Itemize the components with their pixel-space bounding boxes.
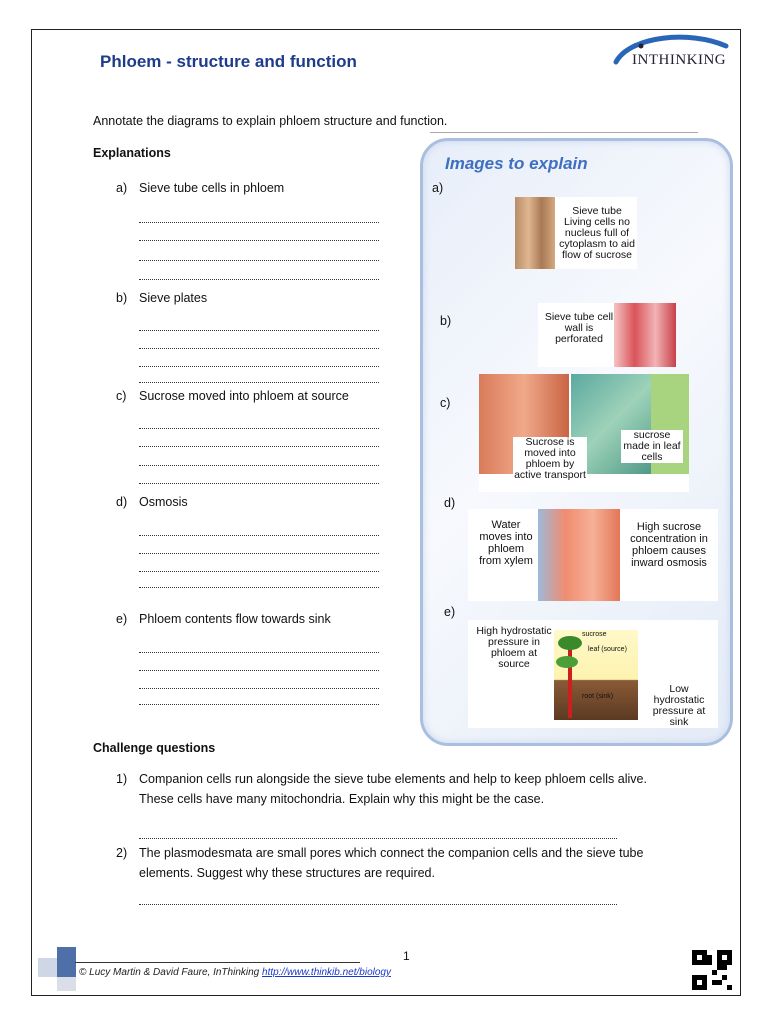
answer-line[interactable] [139,279,379,280]
answer-line[interactable] [139,670,379,671]
cell-illustration [515,197,555,269]
image-label-a: a) [432,181,444,195]
osmosis-image [468,509,718,601]
logo-text: INTHINKING [632,52,727,68]
image-label-c: c) [440,396,451,410]
item-label: c) [116,389,127,403]
answer-line[interactable] [139,652,379,653]
website-link[interactable]: http://www.thinkib.net/biology [262,967,391,978]
intro-text: Annotate the diagrams to explain phloem structure and function. [93,114,448,128]
item-label: a) [116,181,128,195]
answer-line[interactable] [139,348,379,349]
item-text: Phloem contents flow towards sink [139,612,331,626]
answer-line[interactable] [139,587,379,588]
item-text: Osmosis [139,495,188,509]
question-label: 1) [116,772,128,786]
answer-line[interactable] [139,260,379,261]
image-label-e: e) [444,605,456,619]
sieve-plate-image [538,303,676,367]
annotation: Sieve tube Living cells no nucleus full of cytoplasm to aid flow of sucrose [559,205,635,261]
annotation: Sieve tube cell wall is perforated [544,311,614,345]
image-label-b: b) [440,314,452,328]
challenge-question-2 [116,843,676,883]
copyright-text: © Lucy Martin & David Faure, InThinking [79,967,260,978]
question-text: Companion cells run alongside the sieve tube elements and help to keep phloem cells alive. These cells have many mitochondria. Explain why this might be the case. [139,772,647,806]
annotation: Low hydrostatic pressure at sink [652,683,706,728]
answer-line[interactable] [139,382,379,383]
phloem-arrow [568,638,572,718]
leaf-illustration [556,656,578,668]
tag: leaf (source) [588,646,627,653]
decor-square [38,958,57,977]
answer-line[interactable] [139,904,617,905]
question-label: 2) [116,846,128,860]
annotation: Sucrose is moved into phloem by active transport [514,436,586,481]
tag: sucrose [582,631,607,638]
answer-line[interactable] [139,535,379,536]
item-text: Sucrose moved into phloem at source [139,389,349,403]
active-transport-image [479,374,689,492]
tag: root (sink) [582,693,614,700]
annotation: High hydrostatic pressure in phloem at source [476,625,552,670]
answer-line[interactable] [139,240,379,241]
annotation: High sucrose concentration in phloem causes inward osmosis [630,521,708,569]
footer-divider [75,962,360,963]
cell-illustration [614,303,676,367]
annotation: sucrose made in leaf cells [621,430,683,463]
answer-line[interactable] [139,838,617,839]
answer-line[interactable] [139,483,379,484]
cell-illustration [538,509,620,601]
panel-title: Images to explain [445,154,588,173]
answer-line[interactable] [139,428,379,429]
answer-line[interactable] [139,688,379,689]
decor-square [57,977,76,991]
answer-line[interactable] [139,222,379,223]
answer-line[interactable] [139,571,379,572]
answer-line[interactable] [139,366,379,367]
pressure-flow-image [468,620,718,728]
item-label: b) [116,291,128,305]
item-label: e) [116,612,128,626]
answer-line[interactable] [139,330,379,331]
annotation: Water moves into phloem from xylem [479,519,533,567]
decor-square [57,947,76,977]
page-title: Phloem - structure and function [100,52,357,71]
challenge-heading: Challenge questions [93,741,216,755]
leaf-illustration [558,636,582,650]
question-text: The plasmodesmata are small pores which connect the companion cells and the sieve tube elements. Suggest why these structures are required. [139,846,644,880]
item-text: Sieve plates [139,291,208,305]
answer-line[interactable] [139,446,379,447]
copyright [79,967,391,978]
explanations-heading: Explanations [93,146,171,160]
challenge-question-1 [116,769,656,809]
item-label: d) [116,495,128,509]
answer-line[interactable] [139,465,379,466]
answer-line[interactable] [139,553,379,554]
divider [430,132,698,133]
item-text: Sieve tube cells in phloem [139,181,285,195]
answer-line[interactable] [139,704,379,705]
image-label-d: d) [444,496,456,510]
sieve-tube-image [515,197,637,269]
page-number: 1 [403,949,410,963]
qr-code [692,950,732,990]
